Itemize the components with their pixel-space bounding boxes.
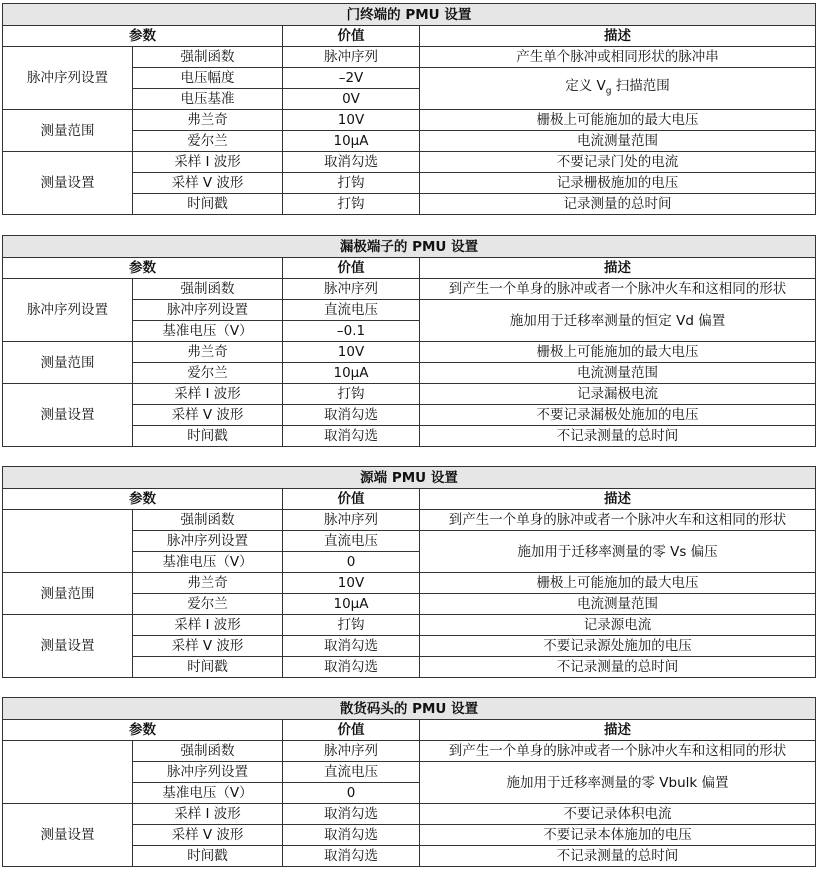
param-cell: 采样 I 波形 xyxy=(133,615,283,636)
group-label: 测量范围 xyxy=(3,573,133,615)
header-param: 参数 xyxy=(3,489,283,510)
param-cell: 采样 V 波形 xyxy=(133,825,283,846)
table-row xyxy=(3,615,816,636)
desc-cell: 施加用于迁移率测量的恒定 Vd 偏置 xyxy=(420,300,816,342)
value-cell: 10V xyxy=(283,573,420,594)
param-cell: 基准电压（V） xyxy=(133,783,283,804)
param-cell: 强制函数 xyxy=(133,279,283,300)
value-cell: 取消勾选 xyxy=(283,152,420,173)
table-row xyxy=(3,741,816,762)
desc-cell: 施加用于迁移率测量的零 Vbulk 偏置 xyxy=(420,762,816,804)
bulk-pmu-table xyxy=(2,697,816,867)
param-cell: 电压幅度 xyxy=(133,68,283,89)
desc-cell: 到产生一个单身的脉冲或者一个脉冲火车和这相同的形状 xyxy=(420,510,816,531)
value-cell: 0 xyxy=(283,783,420,804)
desc-cell xyxy=(420,68,816,110)
desc-cell: 不要记录漏极处施加的电压 xyxy=(420,405,816,426)
desc-cell: 栅极上可能施加的最大电压 xyxy=(420,110,816,131)
header-value: 价值 xyxy=(283,258,420,279)
param-cell: 弗兰奇 xyxy=(133,342,283,363)
value-cell: –2V xyxy=(283,68,420,89)
desc-cell: 施加用于迁移率测量的零 Vs 偏压 xyxy=(420,531,816,573)
desc-cell: 记录栅极施加的电压 xyxy=(420,173,816,194)
value-cell: 取消勾选 xyxy=(283,636,420,657)
param-cell: 脉冲序列设置 xyxy=(133,762,283,783)
param-cell: 时间戳 xyxy=(133,657,283,678)
gate-pmu-table xyxy=(2,3,816,215)
header-param: 参数 xyxy=(3,258,283,279)
desc-cell: 不要记录源处施加的电压 xyxy=(420,636,816,657)
value-cell: 10μA xyxy=(283,131,420,152)
header-param: 参数 xyxy=(3,720,283,741)
param-cell: 采样 I 波形 xyxy=(133,384,283,405)
header-value: 价值 xyxy=(283,26,420,47)
header-desc: 描述 xyxy=(420,489,816,510)
value-cell: 脉冲序列 xyxy=(283,741,420,762)
param-cell: 强制函数 xyxy=(133,510,283,531)
group-label: 测量范围 xyxy=(3,110,133,152)
value-cell: 打钩 xyxy=(283,615,420,636)
param-cell: 爱尔兰 xyxy=(133,131,283,152)
desc-cell: 不记录测量的总时间 xyxy=(420,846,816,867)
table-row xyxy=(3,47,816,68)
desc-suffix: 扫描范围 xyxy=(611,77,670,94)
table-title: 散货码头的 PMU 设置 xyxy=(3,698,816,720)
value-cell: 打钩 xyxy=(283,173,420,194)
desc-cell: 记录测量的总时间 xyxy=(420,194,816,215)
table-title: 门终端的 PMU 设置 xyxy=(3,4,816,26)
param-cell: 采样 V 波形 xyxy=(133,173,283,194)
value-cell: 打钩 xyxy=(283,194,420,215)
value-cell: 脉冲序列 xyxy=(283,47,420,68)
group-label: 测量设置 xyxy=(3,804,133,867)
desc-cell: 电流测量范围 xyxy=(420,594,816,615)
group-label: 脉冲序列设置 xyxy=(3,47,133,110)
desc-cell: 栅极上可能施加的最大电压 xyxy=(420,342,816,363)
header-param: 参数 xyxy=(3,26,283,47)
header-desc: 描述 xyxy=(420,720,816,741)
param-cell: 爱尔兰 xyxy=(133,594,283,615)
param-cell: 爱尔兰 xyxy=(133,363,283,384)
param-cell: 时间戳 xyxy=(133,846,283,867)
value-cell: 脉冲序列 xyxy=(283,510,420,531)
value-cell: 10μA xyxy=(283,594,420,615)
desc-subscript: g xyxy=(605,86,612,97)
value-cell: 取消勾选 xyxy=(283,426,420,447)
header-value: 价值 xyxy=(283,489,420,510)
param-cell: 采样 V 波形 xyxy=(133,636,283,657)
value-cell: 直流电压 xyxy=(283,300,420,321)
group-label: 测量设置 xyxy=(3,152,133,215)
param-cell: 时间戳 xyxy=(133,426,283,447)
desc-cell: 不要记录体积电流 xyxy=(420,804,816,825)
desc-cell: 记录漏极电流 xyxy=(420,384,816,405)
value-cell: 取消勾选 xyxy=(283,657,420,678)
table-row xyxy=(3,110,816,131)
table-row xyxy=(3,152,816,173)
param-cell: 基准电压（V） xyxy=(133,552,283,573)
param-cell: 采样 V 波形 xyxy=(133,405,283,426)
group-label xyxy=(3,741,133,804)
param-cell: 采样 I 波形 xyxy=(133,804,283,825)
value-cell: 取消勾选 xyxy=(283,846,420,867)
param-cell: 弗兰奇 xyxy=(133,110,283,131)
value-cell: 10μA xyxy=(283,363,420,384)
group-label: 脉冲序列设置 xyxy=(3,279,133,342)
drain-pmu-table xyxy=(2,235,816,447)
value-cell: 10V xyxy=(283,110,420,131)
desc-cell: 产生单个脉冲或相同形状的脉冲串 xyxy=(420,47,816,68)
value-cell: 取消勾选 xyxy=(283,405,420,426)
param-cell: 时间戳 xyxy=(133,194,283,215)
group-label: 测量设置 xyxy=(3,615,133,678)
value-cell: 取消勾选 xyxy=(283,804,420,825)
group-label: 测量设置 xyxy=(3,384,133,447)
table-row xyxy=(3,804,816,825)
value-cell: 直流电压 xyxy=(283,762,420,783)
value-cell: –0.1 xyxy=(283,321,420,342)
header-value: 价值 xyxy=(283,720,420,741)
value-cell: 0V xyxy=(283,89,420,110)
table-title: 漏极端子的 PMU 设置 xyxy=(3,236,816,258)
table-row xyxy=(3,342,816,363)
value-cell: 直流电压 xyxy=(283,531,420,552)
table-row xyxy=(3,510,816,531)
desc-cell: 不记录测量的总时间 xyxy=(420,426,816,447)
value-cell: 脉冲序列 xyxy=(283,279,420,300)
header-desc: 描述 xyxy=(420,26,816,47)
desc-cell: 不要记录门处的电流 xyxy=(420,152,816,173)
param-cell: 脉冲序列设置 xyxy=(133,531,283,552)
desc-cell: 到产生一个单身的脉冲或者一个脉冲火车和这相同的形状 xyxy=(420,279,816,300)
group-label: 测量范围 xyxy=(3,342,133,384)
desc-cell: 到产生一个单身的脉冲或者一个脉冲火车和这相同的形状 xyxy=(420,741,816,762)
desc-cell: 栅极上可能施加的最大电压 xyxy=(420,573,816,594)
desc-cell: 电流测量范围 xyxy=(420,363,816,384)
param-cell: 脉冲序列设置 xyxy=(133,300,283,321)
desc-cell: 电流测量范围 xyxy=(420,131,816,152)
param-cell: 弗兰奇 xyxy=(133,573,283,594)
source-pmu-table xyxy=(2,466,816,678)
param-cell: 强制函数 xyxy=(133,47,283,68)
header-desc: 描述 xyxy=(420,258,816,279)
desc-cell: 不要记录本体施加的电压 xyxy=(420,825,816,846)
desc-cell: 记录源电流 xyxy=(420,615,816,636)
value-cell: 打钩 xyxy=(283,384,420,405)
value-cell: 取消勾选 xyxy=(283,825,420,846)
value-cell: 10V xyxy=(283,342,420,363)
table-row xyxy=(3,279,816,300)
param-cell: 电压基准 xyxy=(133,89,283,110)
param-cell: 强制函数 xyxy=(133,741,283,762)
table-row xyxy=(3,384,816,405)
param-cell: 基准电压（V） xyxy=(133,321,283,342)
group-label xyxy=(3,510,133,573)
value-cell: 0 xyxy=(283,552,420,573)
desc-prefix: 定义 V xyxy=(565,77,606,94)
param-cell: 采样 I 波形 xyxy=(133,152,283,173)
table-title: 源端 PMU 设置 xyxy=(3,467,816,489)
table-row xyxy=(3,573,816,594)
desc-cell: 不记录测量的总时间 xyxy=(420,657,816,678)
